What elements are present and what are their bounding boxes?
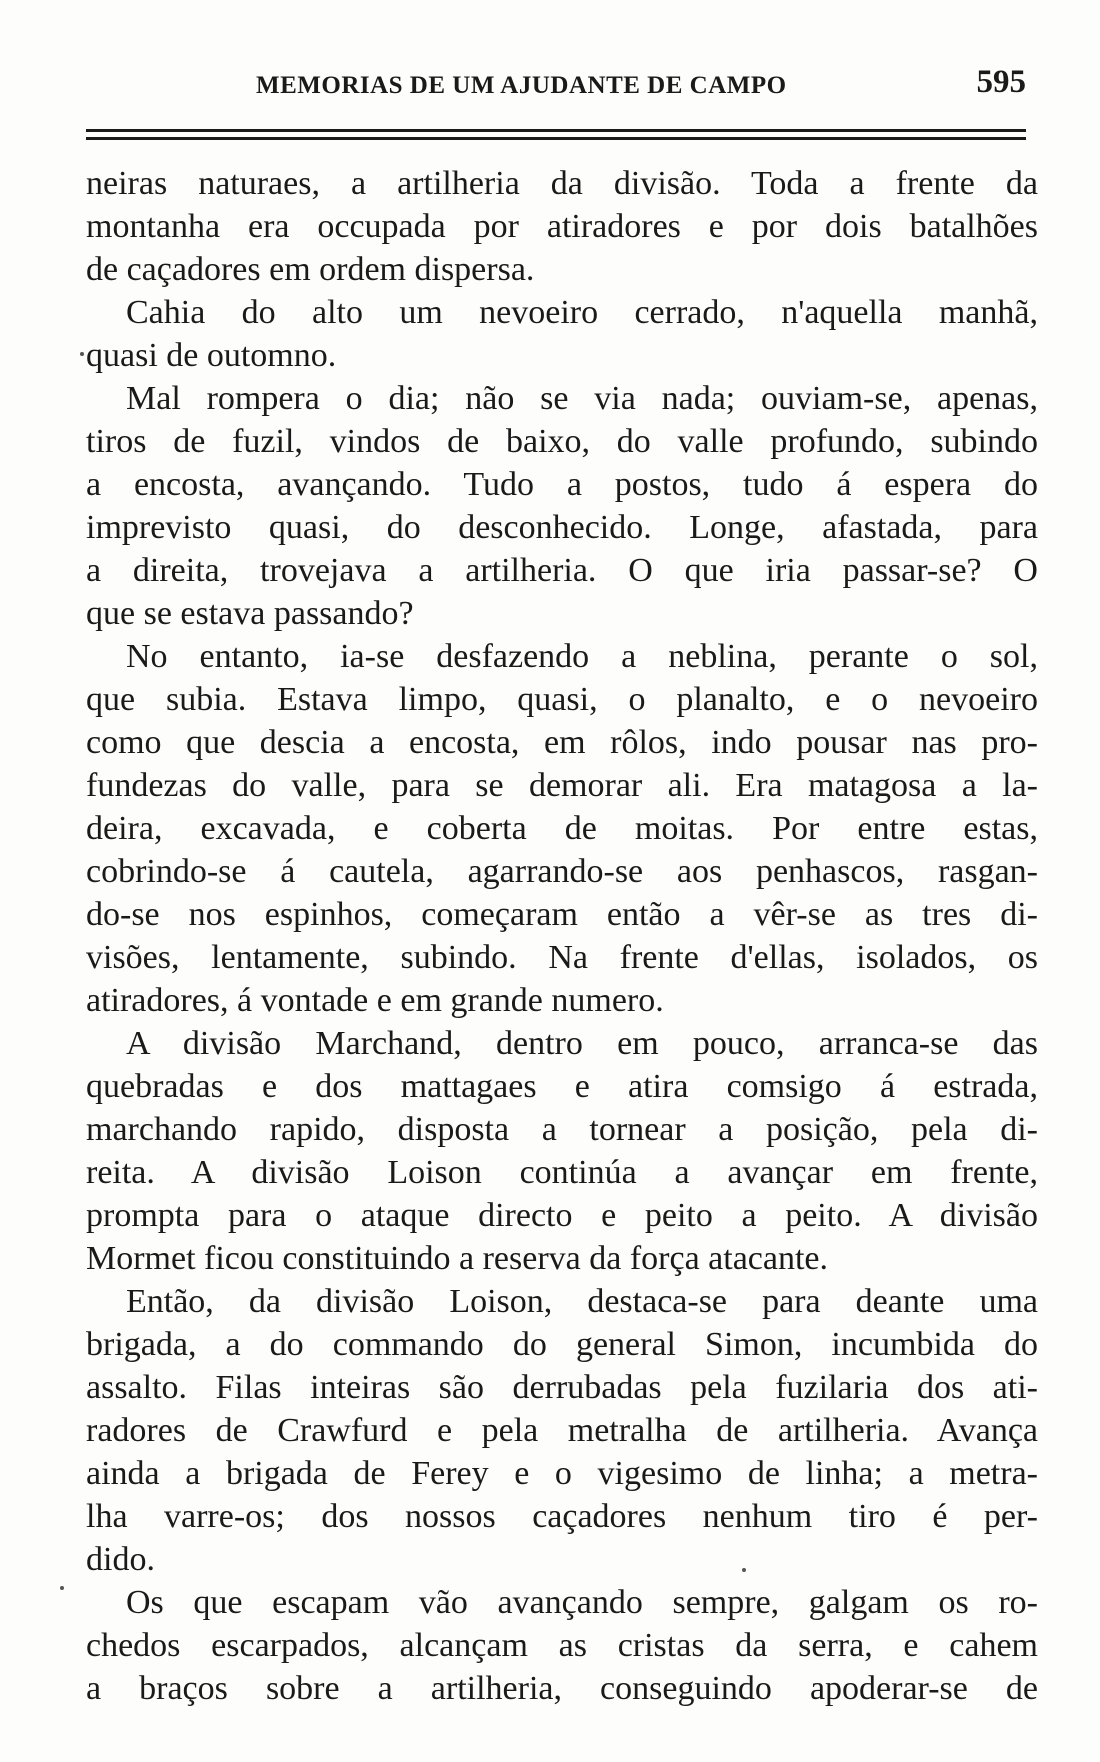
print-speck [80,352,84,356]
text-line: prompta para o ataque directo e peito a peito. A divisão [86,1197,1038,1234]
text-line: que se estava passando? [86,595,414,632]
text-line: de caçadores em ordem dispersa. [86,251,535,288]
text-line: atiradores, á vontade e em grande numero. [86,982,664,1019]
text-line: ainda a brigada de Ferey e o vigesimo de linha; a metra- [86,1455,1038,1492]
text-line: como que descia a encosta, em rôlos, indo pousar nas pro- [86,724,1038,761]
header-rule-bottom [86,137,1026,140]
text-line: Os que escapam vão avançando sempre, galgam os ro- [126,1584,1038,1621]
page-number: 595 [976,64,1026,100]
text-line: Cahia do alto um nevoeiro cerrado, n'aquella manhã, [126,294,1038,331]
text-line: No entanto, ia-se desfazendo a neblina, perante o sol, [126,638,1038,675]
running-header [86,62,1026,112]
text-line: Então, da divisão Loison, destaca-se para deante uma [126,1283,1038,1320]
text-line: chedos escarpados, alcançam as cristas da serra, e cahem [86,1627,1038,1664]
text-line: Mal rompera o dia; não se via nada; ouviam-se, apenas, [126,380,1038,417]
text-line: a encosta, avançando. Tudo a postos, tudo á espera do [86,466,1038,503]
text-line: que subia. Estava limpo, quasi, o planalto, e o nevoeiro [86,681,1038,718]
text-line: lha varre-os; dos nossos caçadores nenhum tiro é per- [86,1498,1038,1535]
print-speck [60,1586,64,1590]
text-line: imprevisto quasi, do desconhecido. Longe, afastada, para [86,509,1038,546]
text-line: tiros de fuzil, vindos de baixo, do valle profundo, subindo [86,423,1038,460]
text-line: radores de Crawfurd e pela metralha de artilheria. Avança [86,1412,1038,1449]
text-line: deira, excavada, e coberta de moitas. Por entre estas, [86,810,1038,847]
text-line: Mormet ficou constituindo a reserva da força atacante. [86,1240,829,1277]
text-line: do-se nos espinhos, começaram então a vêr-se as tres di- [86,896,1038,933]
text-line: neiras naturaes, a artilheria da divisão. Toda a frente da [86,165,1038,202]
text-line: montanha era occupada por atiradores e por dois batalhões [86,208,1038,245]
text-line: brigada, a do commando do general Simon, incumbida do [86,1326,1038,1363]
text-line: fundezas do valle, para se demorar ali. Era matagosa a la- [86,767,1038,804]
print-speck [742,1568,746,1572]
text-line: quasi de outomno. [86,337,337,374]
text-line: cobrindo-se á cautela, agarrando-se aos penhascos, rasgan- [86,853,1038,890]
text-line: visões, lentamente, subindo. Na frente d'ellas, isolados, os [86,939,1038,976]
text-line: reita. A divisão Loison continúa a avançar em frente, [86,1154,1038,1191]
header-rule-top [86,129,1026,132]
text-line: a braços sobre a artilheria, conseguindo apoderar-se de [86,1670,1038,1707]
text-line: assalto. Filas inteiras são derrubadas pela fuzilaria dos ati- [86,1369,1038,1406]
text-line: a direita, trovejava a artilheria. O que iria passar-se? O [86,552,1038,589]
text-line: dido. [86,1541,155,1578]
running-title: MEMORIAS DE UM AJUDANTE DE CAMPO [256,72,787,99]
body-text [86,162,1038,1710]
text-line: A divisão Marchand, dentro em pouco, arranca-se das [126,1025,1038,1062]
text-line: marchando rapido, disposta a tornear a posição, pela di- [86,1111,1038,1148]
text-line: quebradas e dos mattagaes e atira comsigo á estrada, [86,1068,1038,1105]
